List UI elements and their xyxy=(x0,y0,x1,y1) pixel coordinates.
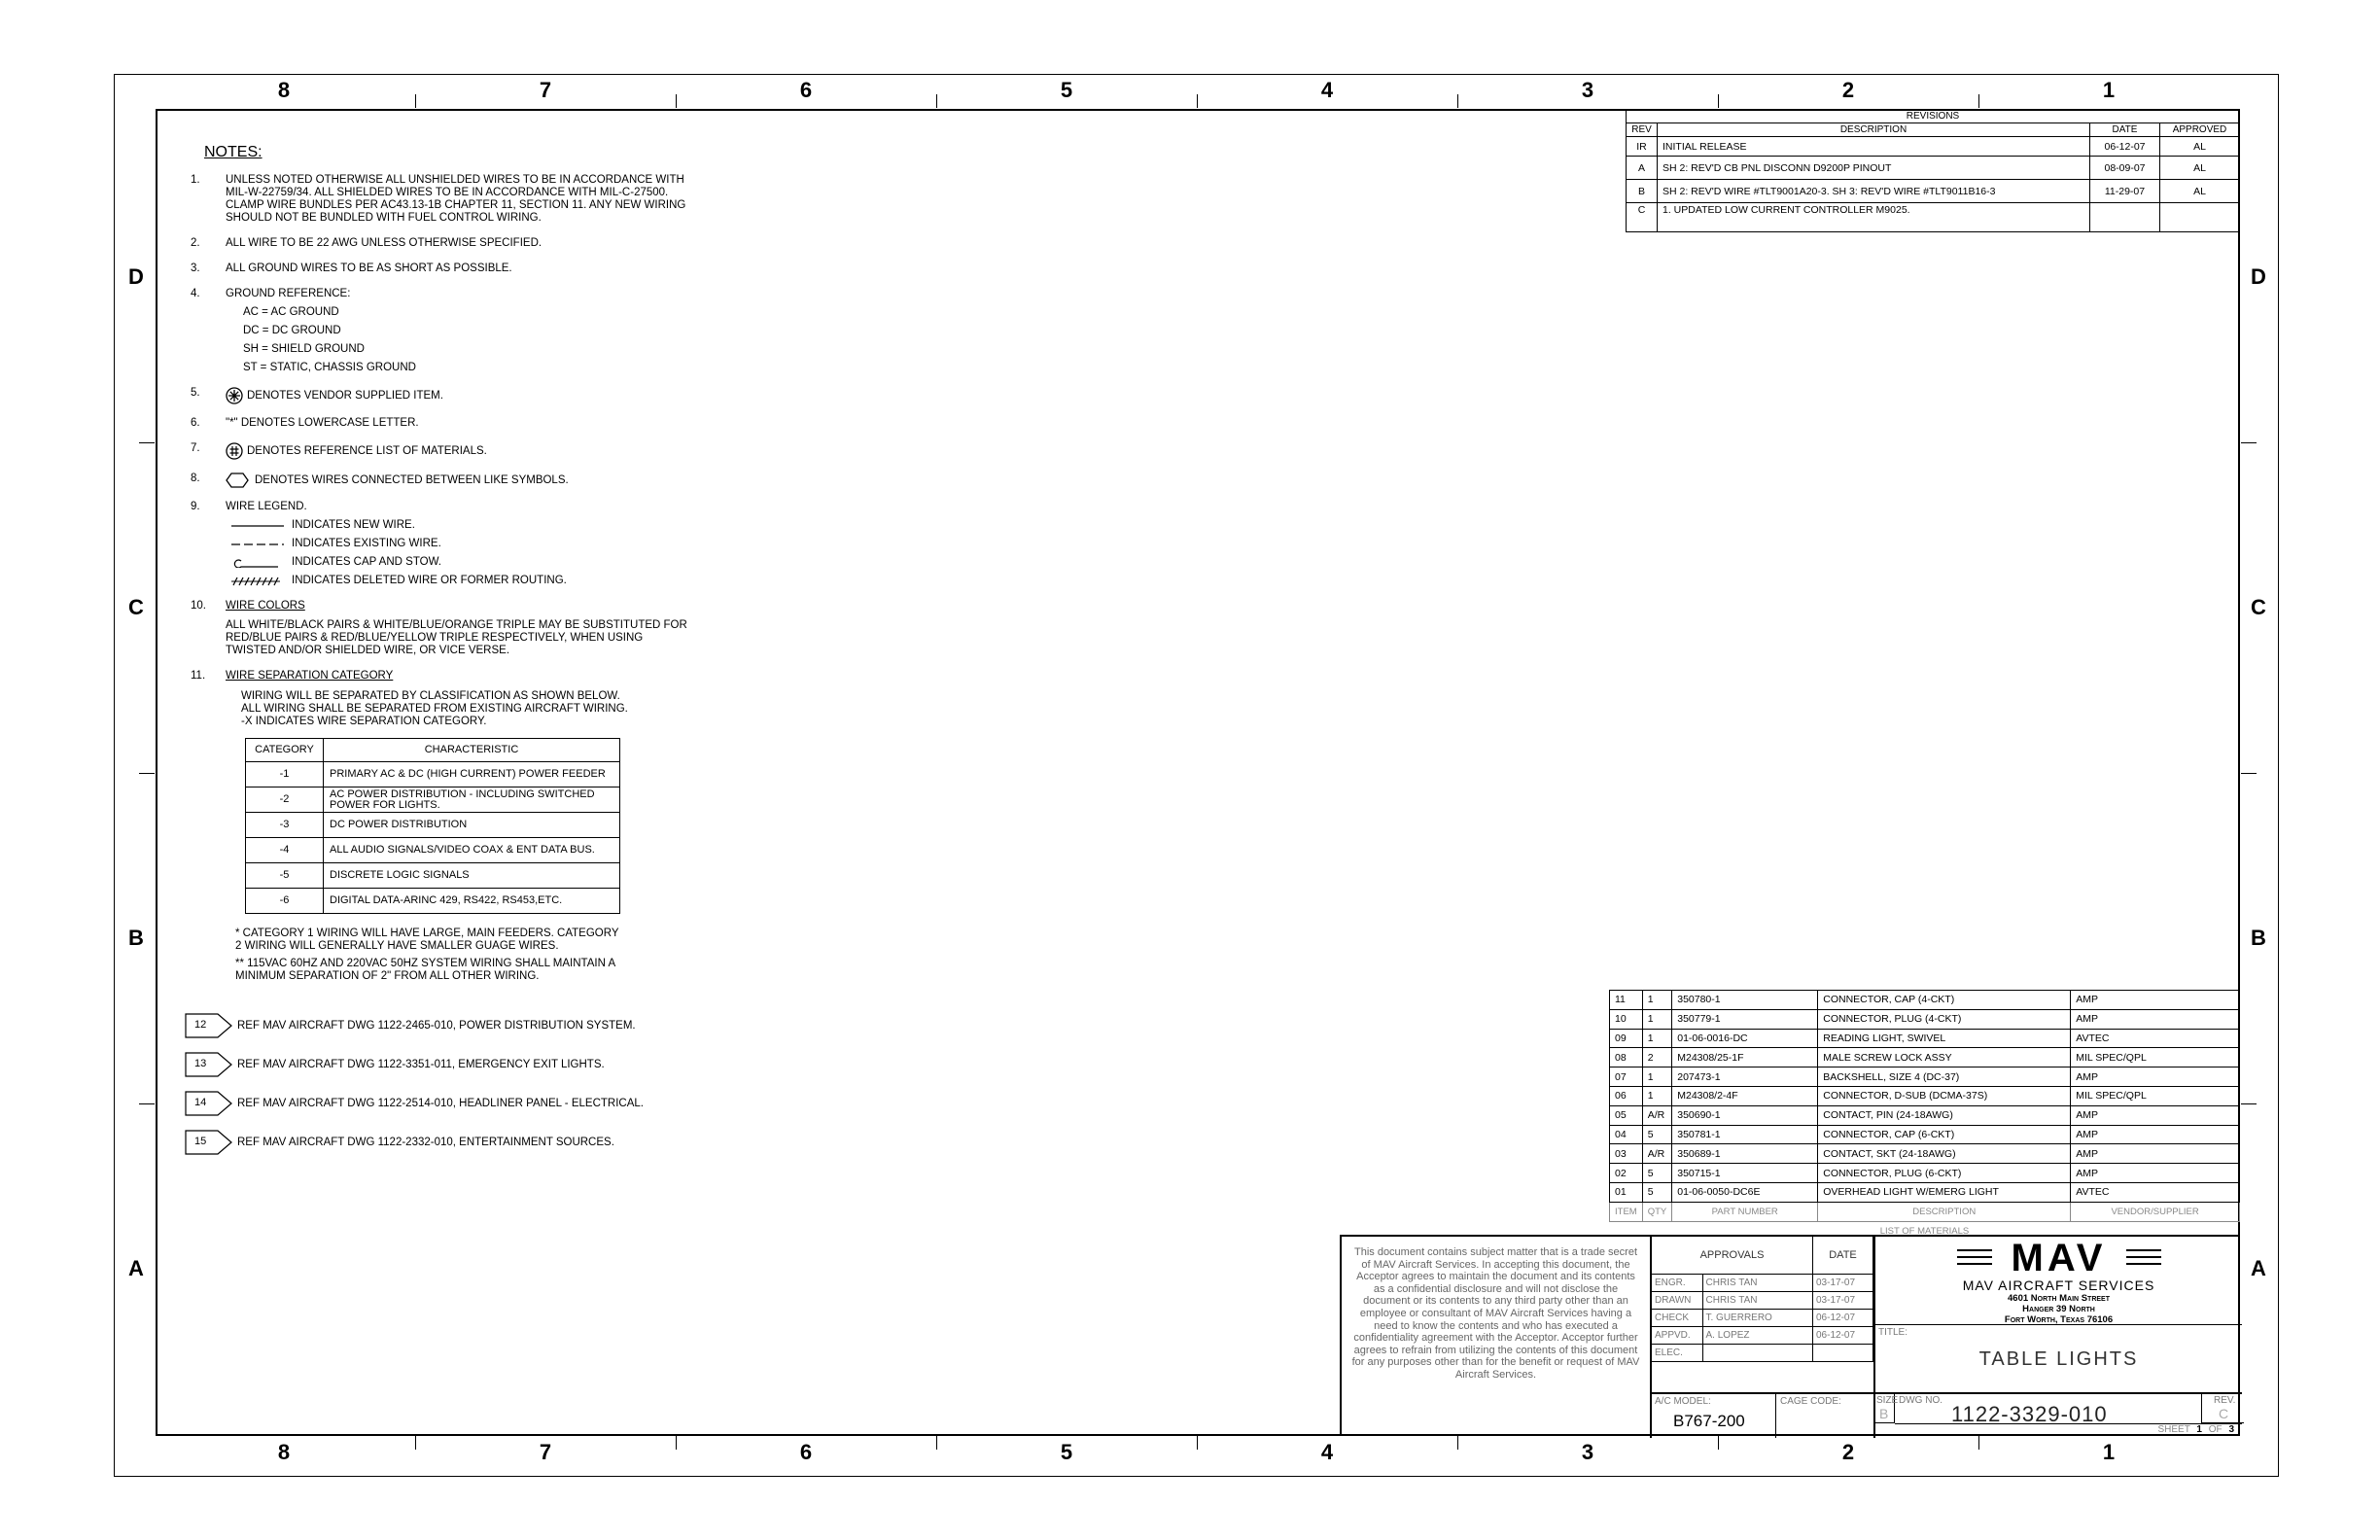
sep-characteristic: DIGITAL DATA-ARINC 429, RS422, RS453,ETC. xyxy=(324,889,620,914)
revisions-title: REVISIONS xyxy=(1627,110,2240,123)
bom-part-number: 350779-1 xyxy=(1672,1009,1818,1029)
note-3: 3. ALL GROUND WIRES TO BE AS SHORT AS POSSIBLE. xyxy=(191,262,512,274)
ground-dc: DC = DC GROUND xyxy=(243,325,341,336)
zone-tick xyxy=(2241,442,2257,443)
approval-date xyxy=(1813,1344,1873,1361)
rev-date: 11-29-07 xyxy=(2090,180,2160,203)
drawing-info-row xyxy=(1652,1392,2242,1438)
ground-st: ST = STATIC, CHASSIS GROUND xyxy=(243,362,416,373)
approval-role: ELEC. xyxy=(1652,1344,1702,1361)
rev-date xyxy=(2090,203,2160,232)
zone-col-8-bottom: 8 xyxy=(277,1440,291,1464)
bom-item: 03 xyxy=(1610,1144,1643,1164)
zone-col-5-bottom: 5 xyxy=(1060,1440,1073,1464)
sep-characteristic: ALL AUDIO SIGNALS/VIDEO COAX & ENT DATA BUS. xyxy=(324,838,620,863)
rev-cell xyxy=(2201,1394,2244,1423)
zone-col-3: 3 xyxy=(1581,78,1594,102)
approval-name: T. GUERRERO xyxy=(1702,1309,1813,1326)
approval-date: 06-12-07 xyxy=(1813,1309,1873,1326)
note-4-text: GROUND REFERENCE: xyxy=(226,288,351,299)
bom-description: CONNECTOR, CAP (4-CKT) xyxy=(1818,991,2071,1010)
bom-qty: 1 xyxy=(1642,1086,1672,1105)
approvals-block xyxy=(1652,1237,1873,1392)
confidentiality-notice: This document contains subject matter that is a trade secret of MAV Aircraft Services. In accepting this document, the Acceptor agrees to maintain the document and its contents as a confidential disclosure and will not disclose the document or its contents to any third party other than an employee or consultant of MAV Aircraft Services having a need to know the contents and who has executed a confidentiality agreement with the Acceptor. Acceptor further agrees to refrain from utilizing the contents of this document for any purposes other than for the benefit or request of MAV Aircraft Services. xyxy=(1342,1237,1652,1438)
zone-col-5: 5 xyxy=(1060,78,1073,102)
bom-qty: 1 xyxy=(1642,1029,1672,1048)
approval-name: CHRIS TAN xyxy=(1702,1291,1813,1309)
approval-date: 03-17-07 xyxy=(1813,1291,1873,1309)
new-wire-line-icon xyxy=(231,521,284,531)
bom-header: QTY xyxy=(1642,1202,1672,1221)
table-row xyxy=(1652,1309,1873,1326)
bom-item: 10 xyxy=(1610,1009,1643,1029)
table-row xyxy=(1610,991,2240,1010)
zone-col-8: 8 xyxy=(277,78,291,102)
sep-category: -3 xyxy=(246,813,324,838)
zone-col-1: 1 xyxy=(2102,78,2116,102)
note-8: 8. DENOTES WIRES CONNECTED BETWEEN LIKE SYMBOLS. xyxy=(191,472,569,487)
zone-tick xyxy=(415,94,416,108)
reference-list-icon xyxy=(226,442,243,460)
rev-description: INITIAL RELEASE xyxy=(1658,137,2090,157)
zone-col-4-bottom: 4 xyxy=(1320,1440,1334,1464)
rev-date: 08-09-07 xyxy=(2090,157,2160,180)
bom-vendor: MIL SPEC/QPL xyxy=(2071,1086,2240,1105)
bom-description: CONTACT, PIN (24-18AWG) xyxy=(1818,1105,2071,1125)
bom-part-number: 350690-1 xyxy=(1672,1105,1818,1125)
reference-note-12 xyxy=(185,1013,636,1038)
zone-col-4: 4 xyxy=(1320,78,1334,102)
title-block xyxy=(1340,1235,2240,1436)
note-5: 5. DENOTES VENDOR SUPPLIED ITEM. xyxy=(191,387,735,404)
note-10-body: ALL WHITE/BLACK PAIRS & WHITE/BLUE/ORANGE TRIPLE MAY BE SUBSTITUTED FOR RED/BLUE PAIRS & RED/BLUE/YELLOW TRIPLE RESPECTIVELY, WHEN USING TWISTED AND/OR SHIELDED WIRE, OR VICE VERSE. xyxy=(226,619,687,656)
table-row xyxy=(1627,180,2240,203)
bom-description: CONNECTOR, PLUG (6-CKT) xyxy=(1818,1164,2071,1183)
bom-qty: A/R xyxy=(1642,1144,1672,1164)
zone-col-7-bottom: 7 xyxy=(539,1440,552,1464)
sep-characteristic: DC POWER DISTRIBUTION xyxy=(324,813,620,838)
zone-tick xyxy=(2241,773,2257,774)
sep-category: -1 xyxy=(246,762,324,788)
table-row xyxy=(1610,1144,2240,1164)
reference-note-14 xyxy=(185,1091,644,1116)
reference-note-13 xyxy=(185,1052,605,1077)
notes-title: NOTES: xyxy=(204,144,262,160)
zone-col-7: 7 xyxy=(539,78,552,102)
bom-qty: A/R xyxy=(1642,1105,1672,1125)
approvals-table xyxy=(1652,1237,1873,1362)
table-row xyxy=(1627,137,2240,157)
zone-row-c: C xyxy=(128,595,144,619)
reference-text: REF MAV AIRCRAFT DWG 1122-2465-010, POWER DISTRIBUTION SYSTEM. xyxy=(237,1020,636,1032)
bom-part-number: 350781-1 xyxy=(1672,1125,1818,1144)
zone-tick xyxy=(676,1436,677,1450)
table-row xyxy=(1610,1009,2240,1029)
zone-col-2: 2 xyxy=(1841,78,1855,102)
rev-letter: B xyxy=(1627,180,1658,203)
approval-role: ENGR. xyxy=(1652,1274,1702,1291)
note-10-heading: WIRE COLORS xyxy=(226,600,305,612)
deleted-wire-line-icon xyxy=(231,577,284,586)
reference-note-15 xyxy=(185,1130,614,1155)
table-row xyxy=(1652,1326,1873,1344)
ac-model: B767-200 xyxy=(1673,1412,1745,1430)
reference-text: REF MAV AIRCRAFT DWG 1122-2332-010, ENTERTAINMENT SOURCES. xyxy=(237,1137,614,1148)
bom-item: 11 xyxy=(1610,991,1643,1010)
bom-part-number: M24308/2-4F xyxy=(1672,1086,1818,1105)
table-row xyxy=(246,788,620,813)
drawing-number: 1122-3329-010 xyxy=(1951,1402,2108,1426)
approval-date: 06-12-07 xyxy=(1813,1326,1873,1344)
flag-12-icon xyxy=(185,1013,233,1038)
drawing-number-cell xyxy=(1873,1394,2242,1438)
corner-mark xyxy=(114,74,153,103)
bom-qty: 1 xyxy=(1642,1068,1672,1087)
address-line-1: 4601 North Main Street xyxy=(2008,1293,2110,1304)
bom-vendor: AMP xyxy=(2071,1125,2240,1144)
rev-approved: AL xyxy=(2160,137,2240,157)
vendor-item-icon xyxy=(226,387,243,404)
separation-category-table xyxy=(245,738,620,914)
bom-header: DESCRIPTION xyxy=(1818,1202,2071,1221)
zone-tick xyxy=(1978,1436,1979,1450)
bom-part-number: M24308/25-1F xyxy=(1672,1048,1818,1068)
bom-item: 04 xyxy=(1610,1125,1643,1144)
rev-description: 1. UPDATED LOW CURRENT CONTROLLER M9025. xyxy=(1658,203,2090,232)
bom-part-number: 207473-1 xyxy=(1672,1068,1818,1087)
address-line-2: Hanger 39 North xyxy=(2022,1304,2095,1314)
dwg-no-label: DWG NO. xyxy=(1899,1395,1942,1406)
table-row xyxy=(1610,1125,2240,1144)
note-1-text: UNLESS NOTED OTHERWISE ALL UNSHIELDED WIRES TO BE IN ACCORDANCE WITH MIL-W-22759/34. ALL SHIELDED WIRES TO BE IN ACCORDANCE WITH MIL-C-27500. CLAMP WIRE BUNDLES PER AC43.13-1B CHAPTER 11, SECTION 11. ANY NEW WIRING SHOULD NOT BE BUNDLED WITH FUEL CONTROL WIRING. xyxy=(226,174,686,224)
corner-mark xyxy=(2240,74,2279,103)
rev-header: REV xyxy=(1627,123,1658,137)
list-of-materials-table xyxy=(1609,990,2240,1241)
note-7: 7. DENOTES REFERENCE LIST OF MATERIALS. xyxy=(191,442,735,460)
sheet-cell xyxy=(1895,1423,2242,1438)
zone-tick xyxy=(1978,94,1979,108)
note-11-heading: WIRE SEPARATION CATEGORY xyxy=(226,670,394,682)
note-6-text: "*" DENOTES LOWERCASE LETTER. xyxy=(226,417,419,429)
bom-vendor: AMP xyxy=(2071,1105,2240,1125)
bom-description: CONNECTOR, PLUG (4-CKT) xyxy=(1818,1009,2071,1029)
approvals-label: APPROVALS xyxy=(1652,1237,1813,1274)
of-label: OF xyxy=(2208,1424,2222,1435)
zone-col-6-bottom: 6 xyxy=(799,1440,813,1464)
note-5-text: DENOTES VENDOR SUPPLIED ITEM. xyxy=(247,390,443,402)
approval-role: CHECK xyxy=(1652,1309,1702,1326)
zone-tick xyxy=(1457,1436,1458,1450)
note-11-line-1: WIRING WILL BE SEPARATED BY CLASSIFICATION AS SHOWN BELOW. xyxy=(241,690,620,702)
bom-qty: 5 xyxy=(1642,1182,1672,1202)
flag-number: 15 xyxy=(194,1136,207,1147)
bom-item: 06 xyxy=(1610,1086,1643,1105)
note-8-text: DENOTES WIRES CONNECTED BETWEEN LIKE SYMBOLS. xyxy=(255,474,569,487)
note-7-text: DENOTES REFERENCE LIST OF MATERIALS. xyxy=(247,445,487,458)
flag-number: 14 xyxy=(194,1097,207,1108)
flag-13-icon xyxy=(185,1052,233,1077)
legend-existing: INDICATES EXISTING WIRE. xyxy=(292,538,441,549)
note-9: 9. WIRE LEGEND. INDICATES NEW WIRE. INDICATES EXISTING WIRE. INDICATES CAP AND STOW. INDICATES DELETED WIRE OR FORMER ROUTING. xyxy=(191,501,567,586)
bom-description: OVERHEAD LIGHT W/EMERG LIGHT xyxy=(1818,1182,2071,1202)
sheet-total: 3 xyxy=(2228,1424,2234,1435)
table-row xyxy=(1610,1164,2240,1183)
bom-item: 02 xyxy=(1610,1164,1643,1183)
bom-description: MALE SCREW LOCK ASSY xyxy=(1818,1048,2071,1068)
flag-number: 12 xyxy=(194,1019,207,1031)
sep-characteristic: PRIMARY AC & DC (HIGH CURRENT) POWER FEEDER xyxy=(324,762,620,788)
company-name: MAV AIRCRAFT SERVICES xyxy=(1962,1278,2155,1293)
legend-deleted: INDICATES DELETED WIRE OR FORMER ROUTING. xyxy=(292,575,567,586)
table-row xyxy=(1627,157,2240,180)
zone-tick xyxy=(936,1436,937,1450)
sep-category: -5 xyxy=(246,863,324,889)
hexagon-icon xyxy=(226,472,249,488)
zone-tick xyxy=(1718,1436,1719,1450)
bom-header: PART NUMBER xyxy=(1672,1202,1818,1221)
note-10: 10. WIRE COLORS ALL WHITE/BLACK PAIRS & WHITE/BLUE/ORANGE TRIPLE MAY BE SUBSTITUTED FOR RED/BLUE PAIRS & RED/BLUE/YELLOW TRIPLE RESPECTIVELY, WHEN USING TWISTED AND/OR SHIELDED WIRE, OR VICE VERSE. xyxy=(191,600,735,657)
note-6: 6. "*" DENOTES LOWERCASE LETTER. xyxy=(191,417,419,429)
table-row xyxy=(246,813,620,838)
logo-text: MAV xyxy=(2011,1237,2107,1279)
bom-qty: 5 xyxy=(1642,1164,1672,1183)
zone-col-1-bottom: 1 xyxy=(2102,1440,2116,1464)
table-row xyxy=(1652,1274,1873,1291)
cap-stow-line-icon xyxy=(231,558,284,568)
ground-ac: AC = AC GROUND xyxy=(243,306,339,318)
bom-vendor: MIL SPEC/QPL xyxy=(2071,1048,2240,1068)
drawing-title: TABLE LIGHTS xyxy=(1978,1348,2139,1370)
zone-col-6: 6 xyxy=(799,78,813,102)
zone-tick xyxy=(1197,1436,1198,1450)
note-9-text: WIRE LEGEND. xyxy=(226,501,307,512)
zone-tick xyxy=(2241,1103,2257,1104)
reference-text: REF MAV AIRCRAFT DWG 1122-3351-011, EMERGENCY EXIT LIGHTS. xyxy=(237,1059,605,1070)
approvals-date-label: DATE xyxy=(1813,1237,1873,1274)
table-row xyxy=(1652,1291,1873,1309)
reference-text: REF MAV AIRCRAFT DWG 1122-2514-010, HEADLINER PANEL - ELECTRICAL. xyxy=(237,1098,644,1109)
approval-name: A. LOPEZ xyxy=(1702,1326,1813,1344)
zone-row-d-right: D xyxy=(2251,264,2266,289)
rev-description: SH 2: REV'D CB PNL DISCONN D9200P PINOUT xyxy=(1658,157,2090,180)
approval-name: CHRIS TAN xyxy=(1702,1274,1813,1291)
size-label: SIZE xyxy=(1876,1395,1899,1406)
cage-code-label: CAGE CODE: xyxy=(1780,1396,1841,1407)
sep-header-characteristic: CHARACTERISTIC xyxy=(324,739,620,762)
table-row xyxy=(1610,1029,2240,1048)
zone-row-d: D xyxy=(128,264,144,289)
zone-tick xyxy=(1718,94,1719,108)
sep-characteristic: AC POWER DISTRIBUTION - INCLUDING SWITCHED POWER FOR LIGHTS. xyxy=(324,788,620,813)
rev-letter: C xyxy=(1627,203,1658,232)
note-2: 2. ALL WIRE TO BE 22 AWG UNLESS OTHERWISE SPECIFIED. xyxy=(191,237,542,249)
approval-name xyxy=(1702,1344,1813,1361)
bom-description: BACKSHELL, SIZE 4 (DC-37) xyxy=(1818,1068,2071,1087)
bom-vendor: AVTEC xyxy=(2071,1182,2240,1202)
rev-date: 06-12-07 xyxy=(2090,137,2160,157)
legend-new: INDICATES NEW WIRE. xyxy=(292,519,415,531)
bom-part-number: 350689-1 xyxy=(1672,1144,1818,1164)
rev-label: REV. xyxy=(2214,1395,2236,1406)
rev-value: C xyxy=(2219,1406,2229,1421)
bom-description: CONNECTOR, CAP (6-CKT) xyxy=(1818,1125,2071,1144)
sep-characteristic: DISCRETE LOGIC SIGNALS xyxy=(324,863,620,889)
rev-approved xyxy=(2160,203,2240,232)
notes-section xyxy=(191,146,735,996)
rev-letter: A xyxy=(1627,157,1658,180)
zone-tick xyxy=(139,442,155,443)
corner-mark xyxy=(114,1448,153,1477)
approval-role: DRAWN xyxy=(1652,1291,1702,1309)
bom-description: READING LIGHT, SWIVEL xyxy=(1818,1029,2071,1048)
approval-role: APPVD. xyxy=(1652,1326,1702,1344)
table-row xyxy=(1610,1182,2240,1202)
bom-qty: 2 xyxy=(1642,1048,1672,1068)
note-3-text: ALL GROUND WIRES TO BE AS SHORT AS POSSIBLE. xyxy=(226,262,512,274)
note-1: 1. UNLESS NOTED OTHERWISE ALL UNSHIELDED WIRES TO BE IN ACCORDANCE WITH MIL-W-22759/34. ALL SHIELDED WIRES TO BE IN ACCORDANCE WITH MIL-C-27500. CLAMP WIRE BUNDLES PER AC43.13-1B CHAPTER 11, SECTION 11. ANY NEW WIRING SHOULD NOT BE BUNDLED WITH FUEL CONTROL WIRING. xyxy=(191,174,735,225)
rev-approved: AL xyxy=(2160,180,2240,203)
zone-tick xyxy=(139,1103,155,1104)
bom-vendor: AMP xyxy=(2071,991,2240,1010)
sep-header-category: CATEGORY xyxy=(246,739,324,762)
note-4: 4. GROUND REFERENCE: AC = AC GROUND DC = DC GROUND SH = SHIELD GROUND ST = STATIC, CHASSIS GROUND xyxy=(191,288,735,374)
bom-qty: 1 xyxy=(1642,991,1672,1010)
bom-description: CONTACT, SKT (24-18AWG) xyxy=(1818,1144,2071,1164)
flag-15-icon xyxy=(185,1130,233,1155)
bom-header: ITEM xyxy=(1610,1202,1643,1221)
note-11: 11. WIRE SEPARATION CATEGORY WIRING WILL BE SEPARATED BY CLASSIFICATION AS SHOWN BELOW. ALL WIRING SHALL BE SEPARATED FROM EXISTING AIRCRAFT WIRING. -X INDICATES WIRE SEPARATION CATEGORY. CATEGORY CHARACTERISTIC -1 PRIMARY AC & DC (HIGH CURRENT) POWER FEEDER -2 AC POWER DISTRIBUTION - INCLUDING SWITCHED POWER FOR LIGHTS. -3 DC POWER DISTRIBUTION -4 ALL AUDIO SIGNALS/VIDEO COAX & ENT DATA BUS. -5 DISCRETE LOGIC SIGNALS -6 DIGITAL DATA-ARINC 429, RS422, RS453,ETC. * CATEGORY 1 WIRING WILL HAVE LARGE, MAIN FEEDERS. CATEGORY 2 WIRING WILL GENERALLY HAVE SMALLER GUAGE WIRES. ** 115VAC 60HZ AND 220VAC 50HZ SYSTEM WIRING SHALL MAINTAIN A MINIMUM SEPARATION OF 2" FROM ALL OTHER WIRING. xyxy=(191,670,735,983)
rev-approved: AL xyxy=(2160,157,2240,180)
table-row xyxy=(1610,1068,2240,1087)
zone-tick xyxy=(936,94,937,108)
bom-item: 09 xyxy=(1610,1029,1643,1048)
cage-code-cell xyxy=(1776,1394,1873,1438)
bom-vendor: AMP xyxy=(2071,1068,2240,1087)
mav-logo xyxy=(1875,1237,2242,1279)
bom-item: 08 xyxy=(1610,1048,1643,1068)
existing-wire-line-icon xyxy=(231,540,284,549)
sheet-number: 1 xyxy=(2196,1424,2202,1435)
table-row xyxy=(1610,1048,2240,1068)
sep-category: -2 xyxy=(246,788,324,813)
bom-header: VENDOR/SUPPLIER xyxy=(2071,1202,2240,1221)
table-row xyxy=(1627,203,2240,232)
rev-description: SH 2: REV'D WIRE #TLT9001A20-3. SH 3: REV'D WIRE #TLT9011B16-3 xyxy=(1658,180,2090,203)
zone-row-a: A xyxy=(128,1256,144,1280)
bom-item: 05 xyxy=(1610,1105,1643,1125)
flag-number: 13 xyxy=(194,1058,207,1069)
table-row xyxy=(246,889,620,914)
zone-row-c-right: C xyxy=(2251,595,2266,619)
note-2-text: ALL WIRE TO BE 22 AWG UNLESS OTHERWISE SPECIFIED. xyxy=(226,237,542,249)
rev-header: APPROVED xyxy=(2160,123,2240,137)
ac-model-label: A/C MODEL: xyxy=(1655,1396,1711,1407)
bom-qty: 1 xyxy=(1642,1009,1672,1029)
rev-header: DESCRIPTION xyxy=(1658,123,2090,137)
approval-date: 03-17-07 xyxy=(1813,1274,1873,1291)
zone-tick xyxy=(676,94,677,108)
bom-caption: LIST OF MATERIALS xyxy=(1879,1225,1970,1237)
bom-qty: 5 xyxy=(1642,1125,1672,1144)
footnote-2: ** 115VAC 60HZ AND 220VAC 50HZ SYSTEM WIRING SHALL MAINTAIN A MINIMUM SEPARATION OF 2" FROM ALL OTHER WIRING. xyxy=(235,958,615,982)
bom-description: CONNECTOR, D-SUB (DCMA-37S) xyxy=(1818,1086,2071,1105)
zone-row-b: B xyxy=(128,926,144,950)
zone-col-2-bottom: 2 xyxy=(1841,1440,1855,1464)
zone-row-b-right: B xyxy=(2251,926,2266,950)
size-value: B xyxy=(1879,1406,1889,1421)
bom-vendor: AVTEC xyxy=(2071,1029,2240,1048)
bom-vendor: AMP xyxy=(2071,1164,2240,1183)
ground-sh: SH = SHIELD GROUND xyxy=(243,343,365,355)
note-11-line-3: -X INDICATES WIRE SEPARATION CATEGORY. xyxy=(241,716,487,727)
sheet-label: SHEET xyxy=(2157,1424,2190,1435)
table-row xyxy=(246,762,620,788)
revisions-table xyxy=(1626,109,2240,232)
rev-letter: IR xyxy=(1627,137,1658,157)
title-label: TITLE: xyxy=(1878,1327,1908,1338)
bom-vendor: AMP xyxy=(2071,1009,2240,1029)
zone-tick xyxy=(1197,94,1198,108)
company-logo-block xyxy=(1873,1237,2242,1324)
table-row xyxy=(1610,1105,2240,1125)
zone-tick xyxy=(139,773,155,774)
footnote-1: * CATEGORY 1 WIRING WILL HAVE LARGE, MAIN FEEDERS. CATEGORY 2 WIRING WILL GENERALLY HAVE SMALLER GUAGE WIRES. xyxy=(235,928,619,952)
ac-model-cell xyxy=(1652,1394,1776,1438)
zone-col-3-bottom: 3 xyxy=(1581,1440,1594,1464)
rev-header: DATE xyxy=(2090,123,2160,137)
table-row xyxy=(1652,1344,1873,1361)
bom-part-number: 01-06-0050-DC6E xyxy=(1672,1182,1818,1202)
table-row xyxy=(246,838,620,863)
bom-item: 07 xyxy=(1610,1068,1643,1087)
bom-vendor: AMP xyxy=(2071,1144,2240,1164)
title-area xyxy=(1873,1324,2242,1392)
address-line-3: Fort Worth, Texas 76106 xyxy=(2004,1314,2114,1325)
note-11-line-2: ALL WIRING SHALL BE SEPARATED FROM EXISTING AIRCRAFT WIRING. xyxy=(241,703,628,715)
flag-14-icon xyxy=(185,1091,233,1116)
sep-category: -4 xyxy=(246,838,324,863)
bom-part-number: 350780-1 xyxy=(1672,991,1818,1010)
bom-part-number: 01-06-0016-DC xyxy=(1672,1029,1818,1048)
size-cell xyxy=(1875,1394,1899,1423)
corner-mark xyxy=(2240,1448,2279,1477)
zone-tick xyxy=(415,1436,416,1450)
zone-tick xyxy=(1457,94,1458,108)
bom-part-number: 350715-1 xyxy=(1672,1164,1818,1183)
table-row xyxy=(246,863,620,889)
legend-cap: INDICATES CAP AND STOW. xyxy=(292,556,442,568)
bom-item: 01 xyxy=(1610,1182,1643,1202)
zone-row-a-right: A xyxy=(2251,1256,2266,1280)
sep-category: -6 xyxy=(246,889,324,914)
table-row xyxy=(1610,1086,2240,1105)
